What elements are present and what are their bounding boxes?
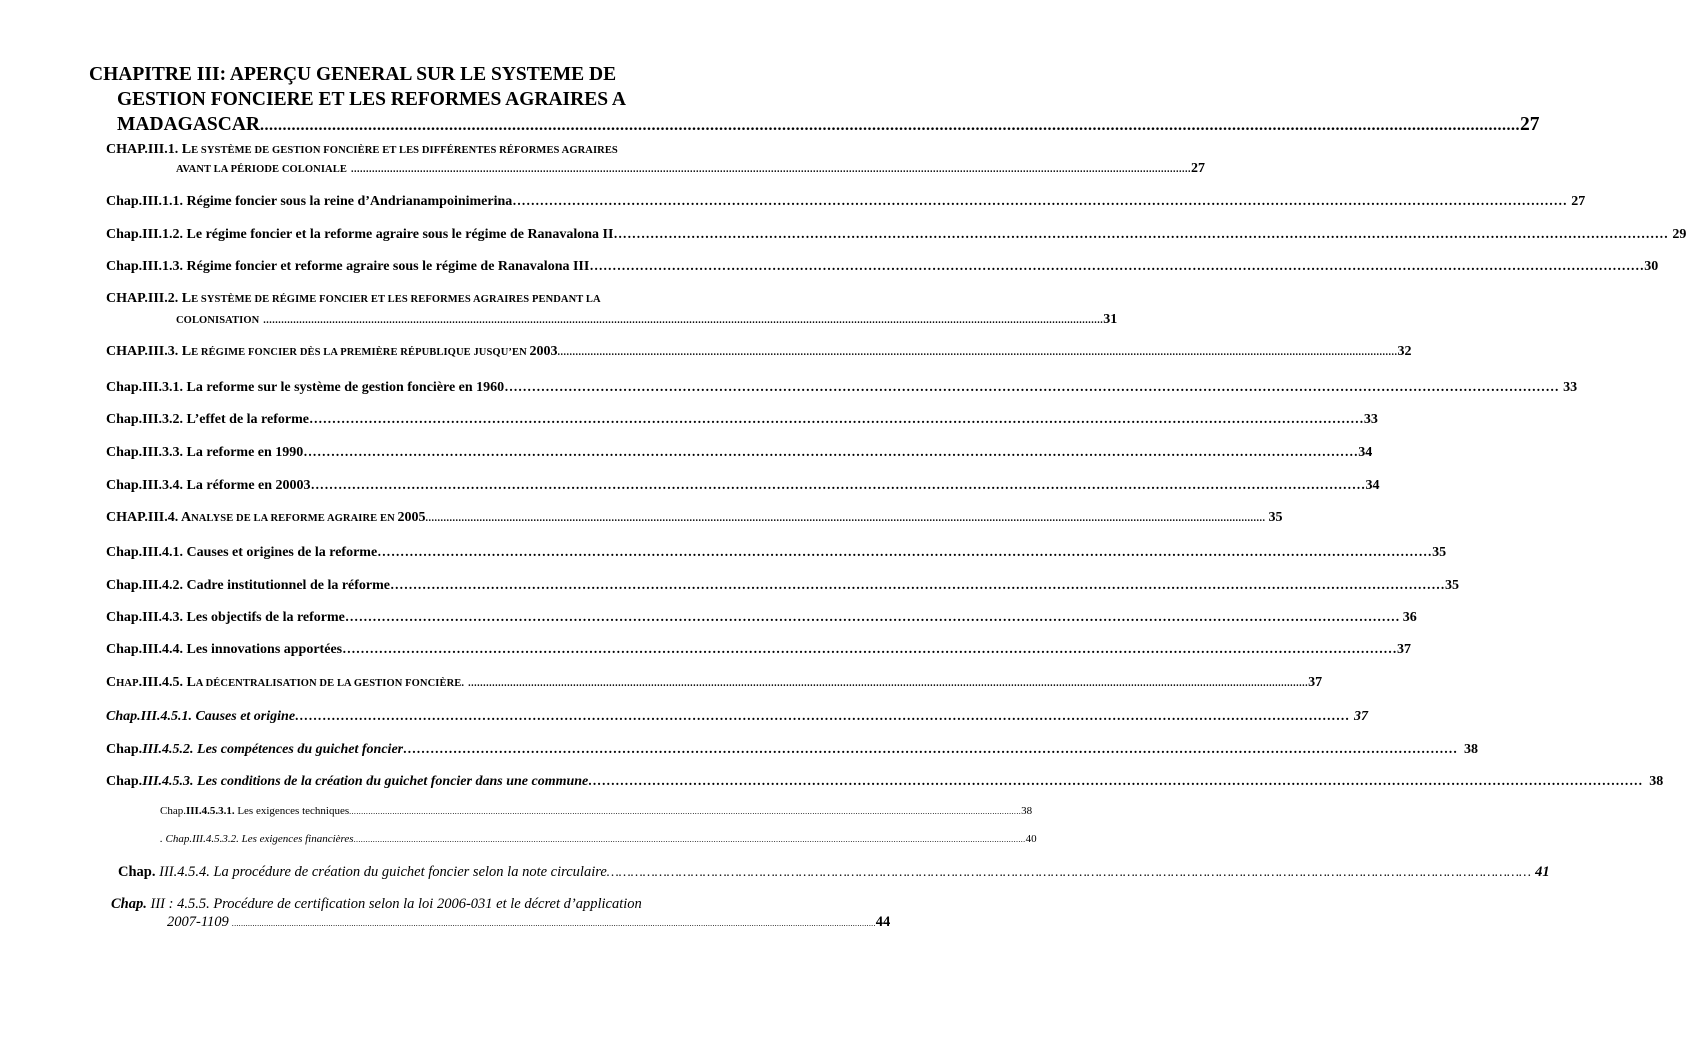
- dot-leader: ........................................................................................................................................................................................................................................................................................: [231, 919, 876, 928]
- toc-entry-chap-iii-3-3[interactable]: [106, 444, 1373, 461]
- entry-page-number: 38: [1649, 774, 1664, 789]
- entry-page-number: 27: [1571, 194, 1586, 209]
- entry-page-number: 35: [1268, 510, 1283, 525]
- dot-leader: ……………………………………………………………………………………………………………………………………………………………………………………………………………: [403, 741, 1459, 756]
- dot-leader: ……………………………………………………………………………………………………………………………………………………………………………………………………………: [344, 609, 1400, 624]
- entry-title: Chap.III.3.3. La reforme en 1990: [106, 445, 304, 460]
- entry-page-number: 32: [1397, 344, 1412, 359]
- toc-entry-chap-iii-1[interactable]: [106, 141, 1205, 179]
- dot-leader: ........................................................................................................................................................................................................................................................................................: [557, 347, 1398, 358]
- entry-page-number: 29: [1672, 227, 1686, 242]
- entry-title: Chap.III.4.3. Les objectifs de la reforme: [106, 610, 345, 625]
- dot-leader: ……………………………………………………………………………………………………………………………………………………………………………………………………………: [589, 258, 1645, 273]
- dot-leader: ……………………………………………………………………………………………………………………………………………………………………………………………………………: [512, 193, 1568, 208]
- entry-prefix: CHAP.III.3. L: [106, 344, 192, 359]
- entry-page-number: 31: [1103, 312, 1118, 327]
- entry-page-number: 35: [1444, 578, 1459, 593]
- entry-title: A DÉCENTRALISATION DE LA GESTION FONCIÈRE.: [195, 678, 465, 689]
- dot-leader: ……………………………………………………………………………………………………………………………………………………………………………………………………………: [606, 864, 1532, 879]
- entry-title: III : 4.5.5. Procédure de certification selon la loi 2006-031 et le décret d’application: [150, 896, 642, 912]
- entry-year: 2005: [397, 510, 426, 525]
- entry-title: E SYSTÈME DE RÉGIME FONCIER ET LES REFORMES AGRAIRES PENDANT LA: [191, 294, 601, 305]
- dot-leader: ……………………………………………………………………………………………………………………………………………………………………………………………………………: [303, 444, 1359, 459]
- entry-year: 2003: [529, 344, 558, 359]
- entry-title: . Chap.III.4.5.3.2. Les exigences financières: [160, 833, 354, 845]
- entry-prefix-hap: HAP: [116, 678, 139, 689]
- dot-leader: ……………………………………………………………………………………………………………………………………………………………………………………………………………: [390, 577, 1445, 592]
- entry-page-number: 34: [1365, 478, 1380, 493]
- toc-entry-chap-iii-4-3[interactable]: [106, 609, 1417, 626]
- toc-entry-chap-iii-4-5-2[interactable]: [106, 741, 1479, 758]
- entry-title: III.4.5.2. Les compétences du guichet foncier: [142, 742, 404, 757]
- toc-entry-chap-iii-4-5-5[interactable]: [111, 895, 891, 933]
- toc-entry-chap-iii-4-5-1[interactable]: [106, 708, 1368, 725]
- entry-prefix: Chap.: [118, 864, 160, 880]
- toc-entry-chap-iii-4-5-3-2[interactable]: [160, 833, 1037, 845]
- entry-title: NALYSE DE LA REFORME AGRAIRE EN: [191, 513, 398, 524]
- dot-leader: ……………………………………………………………………………………………………………………………………………………………………………………………………………: [310, 477, 1366, 492]
- entry-prefix: Chap.: [106, 742, 143, 757]
- chapter-title-line-1: CHAPITRE III: APERÇU GENERAL SUR LE SYSTEME DE: [89, 64, 617, 85]
- toc-entry-chap-iii-3-1[interactable]: [106, 379, 1578, 396]
- toc-entry-chap-iii-1-2[interactable]: [106, 226, 1686, 243]
- toc-entry-chap-iii-1-1[interactable]: [106, 193, 1586, 210]
- entry-prefix: Chap.: [160, 805, 186, 817]
- dot-leader: ........................................................................................................................................................................................................................................................................................: [260, 117, 1520, 134]
- entry-title-continued: COLONISATION: [176, 315, 260, 326]
- toc-entry-chap-iii-2[interactable]: [106, 289, 1118, 331]
- chapter-heading: [89, 62, 1540, 138]
- toc-entry-chap-iii-4-5-3[interactable]: [106, 773, 1664, 790]
- chapter-title-line-2: GESTION FONCIERE ET LES REFORMES AGRAIRES A: [117, 89, 626, 110]
- dot-leader: ........................................................................................................................................................................................................................................................................................: [349, 807, 1022, 816]
- toc-entry-chap-iii-4-1[interactable]: [106, 544, 1447, 561]
- entry-title: Les exigences techniques: [234, 805, 350, 817]
- entry-page-number: 35: [1432, 545, 1447, 560]
- entry-page-number: 44: [875, 914, 891, 930]
- entry-number: III.4.5.3.1.: [185, 805, 235, 817]
- entry-prefix: CHAP.III.1. L: [106, 142, 192, 157]
- dot-leader: ……………………………………………………………………………………………………………………………………………………………………………………………………………: [308, 411, 1364, 426]
- entry-title: Chap.III.4.2. Cadre institutionnel de la réforme: [106, 578, 391, 593]
- entry-page-number: 27: [1190, 161, 1205, 176]
- entry-title: Chap.III.3.1. La reforme sur le système de gestion foncière en 1960: [106, 380, 505, 395]
- entry-prefix-c: C: [106, 675, 117, 690]
- chapter-title-line-3: MADAGASCAR: [117, 114, 260, 135]
- toc-entry-chap-iii-4-2[interactable]: [106, 577, 1459, 594]
- entry-title: Chap.III.3.4. La réforme en 20003: [106, 478, 311, 493]
- dot-leader: ……………………………………………………………………………………………………………………………………………………………………………………………………………: [377, 544, 1433, 559]
- entry-page-number: 38: [1021, 805, 1033, 817]
- toc-entry-chap-iii-3-4[interactable]: [106, 477, 1380, 494]
- entry-title: Chap.III.4.1. Causes et origines de la reforme: [106, 545, 378, 560]
- entry-page-number: 33: [1563, 380, 1578, 395]
- entry-title-continued: AVANT LA PÉRIODE COLONIALE: [176, 164, 347, 175]
- entry-page-number: 37: [1353, 709, 1368, 724]
- entry-title: E SYSTÈME DE GESTION FONCIÈRE ET LES DIFFÉRENTES RÉFORMES AGRAIRES: [191, 145, 618, 156]
- toc-entry-chap-iii-4-5[interactable]: [106, 675, 1323, 691]
- dot-leader: ........................................................................................................................................................................................................................................................................................: [350, 164, 1191, 175]
- entry-prefix: CHAP.III.2. L: [106, 291, 192, 306]
- entry-title: Chap.III.4.5.1. Causes et origine: [106, 709, 296, 724]
- entry-page-number: 36: [1402, 610, 1417, 625]
- entry-prefix: CHAP.III.4. A: [106, 510, 192, 525]
- entry-page-number: 40: [1025, 833, 1037, 845]
- toc-entry-chap-iii-3[interactable]: [106, 344, 1412, 360]
- toc-entry-chap-iii-4[interactable]: [106, 510, 1283, 526]
- entry-title: III.4.5.4. La procédure de création du guichet foncier selon la note circulaire: [159, 864, 607, 880]
- entry-title: Chap.III.1.3. Régime foncier et reforme agraire sous le régime de Ranavalona III: [106, 259, 590, 274]
- entry-page-number: 30: [1644, 259, 1659, 274]
- dot-leader: ……………………………………………………………………………………………………………………………………………………………………………………………………………: [588, 773, 1644, 788]
- entry-title: Chap.III.1.1. Régime foncier sous la reine d’Andrianampoinimerina: [106, 194, 513, 209]
- entry-title: Chap.III.4.4. Les innovations apportées: [106, 642, 343, 657]
- toc-entry-chap-iii-4-4[interactable]: [106, 641, 1412, 658]
- entry-prefix: Chap.: [111, 896, 151, 912]
- entry-page-number: 34: [1358, 445, 1373, 460]
- dot-leader: ……………………………………………………………………………………………………………………………………………………………………………………………………………: [504, 379, 1560, 394]
- entry-page-number: 41: [1535, 864, 1550, 880]
- toc-entry-chap-iii-4-5-4[interactable]: [118, 864, 1550, 881]
- entry-page-number: 38: [1464, 742, 1479, 757]
- entry-page-number: 37: [1397, 642, 1412, 657]
- chapter-page-number: 27: [1520, 114, 1540, 135]
- toc-entry-chap-iii-3-2[interactable]: [106, 411, 1378, 428]
- dot-leader: ……………………………………………………………………………………………………………………………………………………………………………………………………………: [342, 641, 1398, 656]
- entry-title: Chap.III.3.2. L’effet de la reforme: [106, 412, 309, 427]
- dot-leader: ........................................................................................................................................................................................................................................................................................: [263, 315, 1104, 326]
- entry-prefix-number: .III.4.5. L: [138, 675, 196, 690]
- dot-leader: ……………………………………………………………………………………………………………………………………………………………………………………………………………: [295, 708, 1350, 723]
- entry-page-number: 33: [1363, 412, 1378, 427]
- entry-title-continued: 2007-1109: [167, 914, 229, 930]
- dot-leader: ........................................................................................................................................................................................................................................................................................: [425, 513, 1266, 524]
- dot-leader: ........................................................................................................................................................................................................................................................................................: [468, 678, 1309, 689]
- entry-title: Chap.III.1.2. Le régime foncier et la reforme agraire sous le régime de Ranavalona II: [106, 227, 614, 242]
- entry-title: III.4.5.3. Les conditions de la création du guichet foncier dans une commune: [142, 774, 589, 789]
- entry-prefix: Chap.: [106, 774, 143, 789]
- dot-leader: ……………………………………………………………………………………………………………………………………………………………………………………………………………: [613, 226, 1669, 241]
- entry-title: E RÉGIME FONCIER DÈS LA PREMIÈRE RÉPUBLIQUE JUSQU’EN: [191, 347, 530, 358]
- entry-page-number: 37: [1308, 675, 1323, 690]
- toc-entry-chap-iii-4-5-3-1[interactable]: [160, 805, 1033, 817]
- toc-entry-chap-iii-1-3[interactable]: [106, 258, 1659, 275]
- dot-leader: ........................................................................................................................................................................................................................................................................................: [353, 835, 1026, 844]
